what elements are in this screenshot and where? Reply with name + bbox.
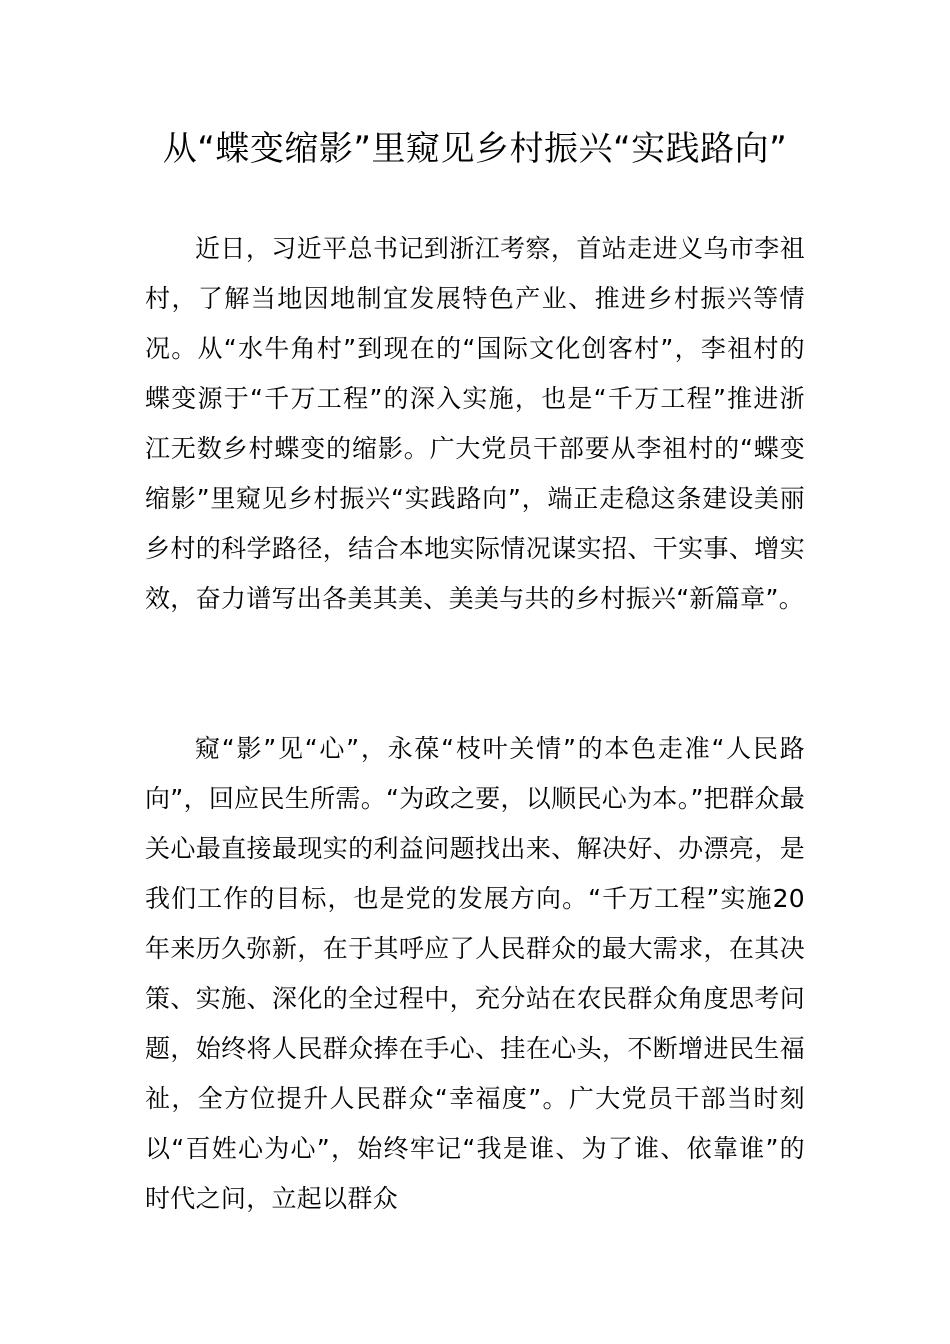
- paragraph-people-direction: 窥“影”见“心”，永葆“枝叶关情”的本色走准“人民路向”，回应民生所需。“为政之要，以顺民心为本。”把群众最关心最直接最现实的利益问题找出来、解决好、办漂亮，是我们工作的目标，也是党的发展方向。“千万工程”实施20年来历久弥新，在于其呼应了人民群众的最大需求，在其决策、实施、深化的全过程中，充分站在农民群众角度思考问题，始终将人民群众捧在手心、挂在心头，不断增进民生福祉，全方位提升人民群众“幸福度”。广大党员干部当时刻以“百姓心为心”，始终牢记“我是谁、为了谁、依靠谁”的时代之问，立起以群众: [145, 734, 805, 1213]
- document-title: 从“蝶变缩影”里窥见乡村振兴“实践路向”: [162, 129, 788, 169]
- paragraph-intro: 近日，习近平总书记到浙江考察，首站走进义乌市李祖村，了解当地因地制宜发展特色产业、推进乡村振兴等情况。从“水牛角村”到现在的“国际文化创客村”，李祖村的蝶变源于“千万工程”的深入实施，也是“千万工程”推进浙江无数乡村蝶变的缩影。广大党员干部要从李祖村的“蝶变缩影”里窥见乡村振兴“实践路向”，端正走稳这条建设美丽乡村的科学路径，结合本地实际情况谋实招、干实事、增实效，奋力谱写出各美其美、美美与共的乡村振兴“新篇章”。: [145, 234, 805, 613]
